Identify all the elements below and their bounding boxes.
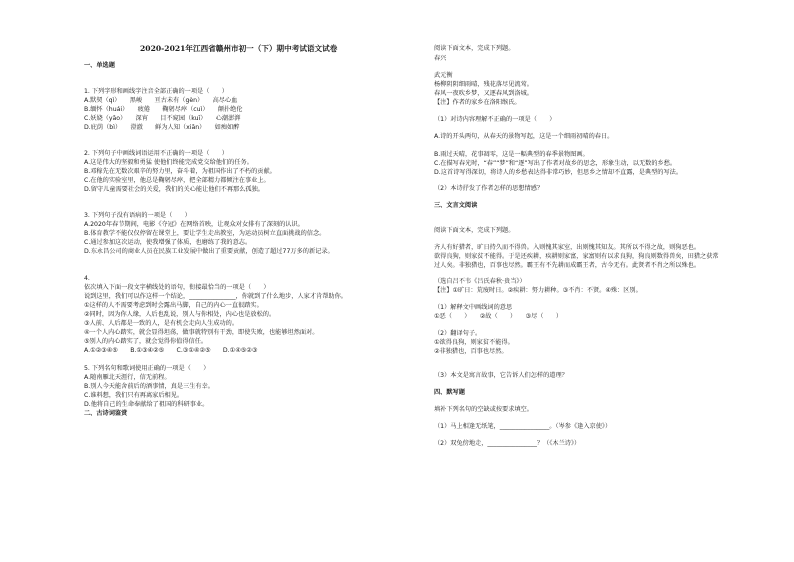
left-line: D.他将自己的生命奉献给了祖国的科研事业。 <box>84 401 209 408</box>
right-line: （2）翻译句子。 <box>434 330 482 337</box>
right-line: C.在描写春光时，“春”“梦”和“逐”写出了作者对故乡的思念，形象生动，以无数的乡愁。 <box>434 160 677 167</box>
right-line: 【注】作者的家乡在洛阳缑氏。 <box>434 99 521 106</box>
left-line: ②同时，因为你人缘，人后也乱说，别人与你相处，内心也是放松的。 <box>84 311 276 318</box>
left-line: D.庇荫（bì） 澄澈 鲜为人知（xiān） 如痴如醉 <box>84 124 240 131</box>
right-line: ①恶（ ） ②故（ ） ③尽（ ） <box>434 313 563 320</box>
left-line: C.妖娆（yāo） 深宵 目不窥园（kuī） 心潮澎湃 <box>84 115 241 122</box>
right-line: 齐人有好猎者，旷日持久而不得兽。入则愧其家室，出则愧其知友。其所以不得之故，则狗恶也。 <box>434 244 701 251</box>
left-line: A.2020年春节期间，电影《夺冠》在网络首映，让观众对女排有了深刻的认识。 <box>84 221 304 228</box>
left-line: 2. 下列句子中画线词语运用不正确的一项是（ ） <box>84 150 228 157</box>
right-line: （2）本诗抒发了作者怎样的思想情感？ <box>434 185 544 192</box>
left-line: A.默契（qì） 黑峻 亘古未有（gèn） 高尽心血 <box>84 97 238 104</box>
left-line: 3. 下列句子没有语病的一项是（ ） <box>84 212 191 219</box>
right-line: （1）马上相逢无纸笔，________________。（岑参《逢入京使》） <box>434 423 612 430</box>
left-line: ④一个人内心踏实，就会显得坦荡，做事就特别有干劲，即使失败，也能够坦然面对。 <box>84 329 319 336</box>
right-line: 过人矣。非独猎也，百事也尽然。霸王有不先耕而成霸王者，古今无有。此贤者不肖之所以殊也。 <box>434 262 701 269</box>
left-line: 二、古诗词鉴赏 <box>84 410 128 417</box>
left-line: 依次填入下面一段文字横线处的语句，衔接最恰当的一项是（ ） <box>84 284 270 291</box>
left-line: 4. <box>84 275 90 282</box>
right-line: ②非独猎也，百事也尽然。 <box>434 348 508 355</box>
left-line: 一、单选题 <box>84 62 115 69</box>
right-line: 杨柳阴阴细雨晴，残花落尽见流莺。 <box>434 81 533 88</box>
left-line: 说到这里，我们可以作这样一个结论，_______________，你就到了什么地步，人家才肯帮助你。 <box>84 293 347 300</box>
left-line: C.通过参加这次运动，使我增强了体质，也磨练了我的意志。 <box>84 239 252 246</box>
left-line: B.体育教学不能仅仅停留在课堂上，要让学生走出教室，为运动员树立直面挑战的信念。 <box>84 230 326 237</box>
left-line: 1. 下列字形和画线字注音全部正确的一项是（ ） <box>84 88 228 95</box>
right-line: A.诗的开头两句，从春天的景物写起，这是一个细雨初晴的春日。 <box>434 133 614 140</box>
left-line: ①这样的人不需要考虑到时会露出马脚，自己的内心一直很踏实。 <box>84 302 263 309</box>
right-line: （2）双兔傍地走，________________？（《木兰诗》） <box>434 440 581 447</box>
left-line: D.留守儿童需要社会的关爱，我们的关心能让他们不再那么孤独。 <box>84 186 264 193</box>
left-line: B.别人今天能舍前后的酒事情，真是三生有幸。 <box>84 383 214 390</box>
right-line: （3）本文是寓言故事，它告诉人们怎样的道理？ <box>434 372 568 379</box>
right-line: （选自吕不韦《吕氏春秋·贵当》） <box>434 278 526 285</box>
right-line: （1）解释文中画线词的意思 <box>434 304 513 311</box>
right-line: 四、默写题 <box>434 389 465 396</box>
right-line: 阅读下面文本，完成下列题。 <box>434 227 515 234</box>
right-line: 春风一夜吹乡梦，又逐春风到洛城。 <box>434 90 533 97</box>
left-line: C.谁料想，我们只有再离家后相见。 <box>84 392 184 399</box>
right-line: ①欲得良狗，则家贫不能得。 <box>434 339 514 346</box>
left-line: A.①②③④⑤ B.①③④②⑤ C.③①④②⑤ D.①④⑤②③ <box>84 347 258 354</box>
right-line: 三、文言文阅读 <box>434 202 478 209</box>
left-line: 5. 下列名句和歌词使用正确的一项是（ ） <box>84 365 210 372</box>
left-line: A.这是伟大的坚毅和勇猛 使他们终能完成党交给他们的任务。 <box>84 159 253 166</box>
right-line: 春兴 <box>434 55 447 62</box>
right-line: （1）对诗内容理解不正确的一项是（ ） <box>434 116 556 123</box>
left-line: A.随南雁北天涯行，信无前程。 <box>84 374 171 381</box>
left-line: ③人前、人后都是一致的人，是有机会走向人生成功的。 <box>84 320 239 327</box>
left-line: B.缅怀（huái） 疲倦 鞠躬尽瘁（cuì） 颠扑绝伦 <box>84 106 243 113</box>
left-line: D.东永昌公司的商业人员在民族工业发展中做出了重要贡献，创造了超过77万多的新记录。 <box>84 248 334 255</box>
left-line: C.在他的实验室里，他总是鞠躬尽瘁，把全部精力都倾注在事业上。 <box>84 177 270 184</box>
right-line: 阅读下面文本，完成下列题。 <box>434 45 515 52</box>
right-line: B.雨过天晴，花事凋零，这是一幅典型的春季景物图画。 <box>434 151 589 158</box>
page-title: 2020-2021年江西省赣州市初一（下）期中考试语文试卷 <box>140 44 338 53</box>
left-line: B.邓稼先在无数次艰辛的努力里，奋斗着，为祖国作出了不朽的贡献。 <box>84 168 276 175</box>
right-line: 【注】①旷日：荒废时日。②疾耕：努力耕种。③不肖：不贤。④殊：区别。 <box>434 287 642 294</box>
right-line: 填补下列名句的空缺或按要求填空。 <box>434 406 533 413</box>
right-line: D.这首诗写得深切，将诗人的乡愁表达得非常巧妙，但思乡之情却不直露，是典型的写法。 <box>434 169 683 176</box>
right-line: 欲得良狗，则家贫不能得。于是还疾耕，疾耕则家富，家富则有以求良狗，狗良则数得兽矣，田猎之获常 <box>434 253 719 260</box>
right-line: 武元衡 <box>434 72 453 79</box>
left-line: ⑤别人的内心踏实了，就会觉得你值得信任。 <box>84 338 208 345</box>
